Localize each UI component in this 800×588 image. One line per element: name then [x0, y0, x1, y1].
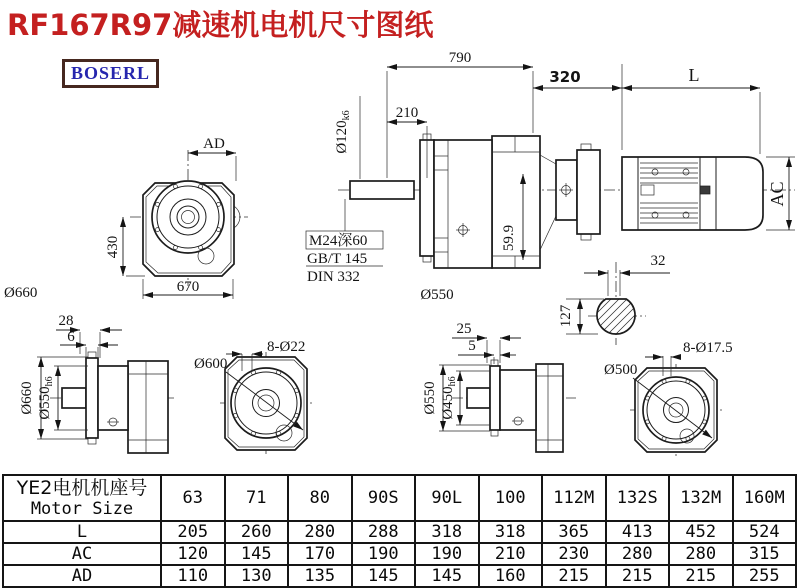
cell: 190 [415, 543, 479, 565]
dim-dia660-flange: Ø660 [19, 381, 35, 415]
cell: 315 [733, 543, 797, 565]
cell: 230 [542, 543, 606, 565]
dim-tap-thread: M24深60 [309, 233, 368, 249]
dim-670: 670 [176, 279, 200, 295]
col-header: 112M [542, 475, 606, 521]
dia450-tolerance: h6 [447, 376, 458, 387]
cell: 120 [161, 543, 225, 565]
motor-size-table [2, 474, 797, 588]
dim-320: 320 [549, 68, 581, 86]
flange1-side-view [19, 313, 174, 453]
cell: 145 [352, 565, 416, 587]
cell: 110 [161, 565, 225, 587]
cell: 170 [288, 543, 352, 565]
cell: 280 [606, 543, 670, 565]
col-header: 63 [161, 475, 225, 521]
flange2-front-view [604, 340, 733, 456]
dim-32: 32 [650, 253, 666, 269]
gearmotor-assembly-view [306, 50, 795, 303]
dim-210: 210 [395, 105, 419, 121]
col-header: 160M [733, 475, 797, 521]
dim-25: 25 [456, 321, 472, 337]
dim-790: 790 [448, 50, 472, 66]
table-row-AD [3, 565, 796, 587]
dim-ac: AC [767, 181, 787, 207]
flange1-front-view [194, 339, 312, 454]
table-row-L [3, 521, 796, 543]
cell: 145 [225, 543, 289, 565]
dim-dia550h6 [37, 376, 55, 419]
cell: 280 [669, 543, 733, 565]
dia450-value: Ø450 [440, 386, 456, 420]
col-header: 80 [288, 475, 352, 521]
cell: 524 [733, 521, 797, 543]
cell: 318 [479, 521, 543, 543]
row-label: AC [3, 543, 161, 565]
label-dia-600: Ø600 [194, 356, 228, 372]
dim-59-9: 59.9 [501, 224, 517, 252]
cell: 205 [161, 521, 225, 543]
cell: 452 [669, 521, 733, 543]
dim-430: 430 [105, 235, 121, 259]
table-header-row [3, 475, 796, 521]
dim-127: 127 [558, 304, 574, 328]
cell: 215 [669, 565, 733, 587]
standard-gb: GB/T 145 [307, 251, 368, 267]
cell: 130 [225, 565, 289, 587]
dim-ad: AD [203, 136, 225, 152]
cell: 255 [733, 565, 797, 587]
cell: 413 [606, 521, 670, 543]
row-label: AD [3, 565, 161, 587]
row-label: L [3, 521, 161, 543]
cell: 280 [288, 521, 352, 543]
col-header: 132S [606, 475, 670, 521]
gearbox-front-view [4, 136, 248, 301]
label-dia-500: Ø500 [604, 362, 638, 378]
dim-dia-550-main: Ø550 [420, 287, 454, 303]
dim-dia550-2: Ø550 [422, 381, 438, 415]
dim-5: 5 [468, 338, 476, 354]
label-bolt-holes-17-5: 8-Ø17.5 [683, 340, 733, 356]
shaft-dia-tolerance: k6 [341, 110, 352, 121]
header-en: Motor Size [30, 499, 134, 519]
col-header: 90L [415, 475, 479, 521]
col-header: 71 [225, 475, 289, 521]
col-header: 90S [352, 475, 416, 521]
cell: 288 [352, 521, 416, 543]
cell: 190 [352, 543, 416, 565]
flange2-side-view [422, 321, 576, 452]
dim-L: L [688, 65, 700, 85]
col-header: 132M [669, 475, 733, 521]
cell: 260 [225, 521, 289, 543]
shaft-dia-value: Ø120 [334, 120, 350, 154]
cell: 215 [542, 565, 606, 587]
table-row-AC [3, 543, 796, 565]
shaft-key-section [558, 253, 670, 345]
brand-logo: BOSERL [62, 59, 159, 88]
cell: 215 [606, 565, 670, 587]
cell: 135 [288, 565, 352, 587]
dia550-value: Ø550 [37, 386, 53, 420]
dia550-tolerance: h6 [44, 376, 55, 387]
standard-din: DIN 332 [307, 269, 360, 285]
dim-28: 28 [58, 313, 74, 329]
dim-6: 6 [67, 329, 75, 345]
col-header: 100 [479, 475, 543, 521]
label-bolt-holes-22: 8-Ø22 [267, 339, 306, 355]
cell: 365 [542, 521, 606, 543]
page-title: RF167R97减速机电机尺寸图纸 [7, 8, 434, 42]
dim-shaft-diameter [334, 110, 352, 153]
cell: 318 [415, 521, 479, 543]
label-dia-660: Ø660 [4, 285, 38, 301]
cell: 160 [479, 565, 543, 587]
cell: 210 [479, 543, 543, 565]
header-motor-size [3, 475, 161, 521]
header-cn: YE2电机机座号 [16, 477, 148, 499]
cell: 145 [415, 565, 479, 587]
